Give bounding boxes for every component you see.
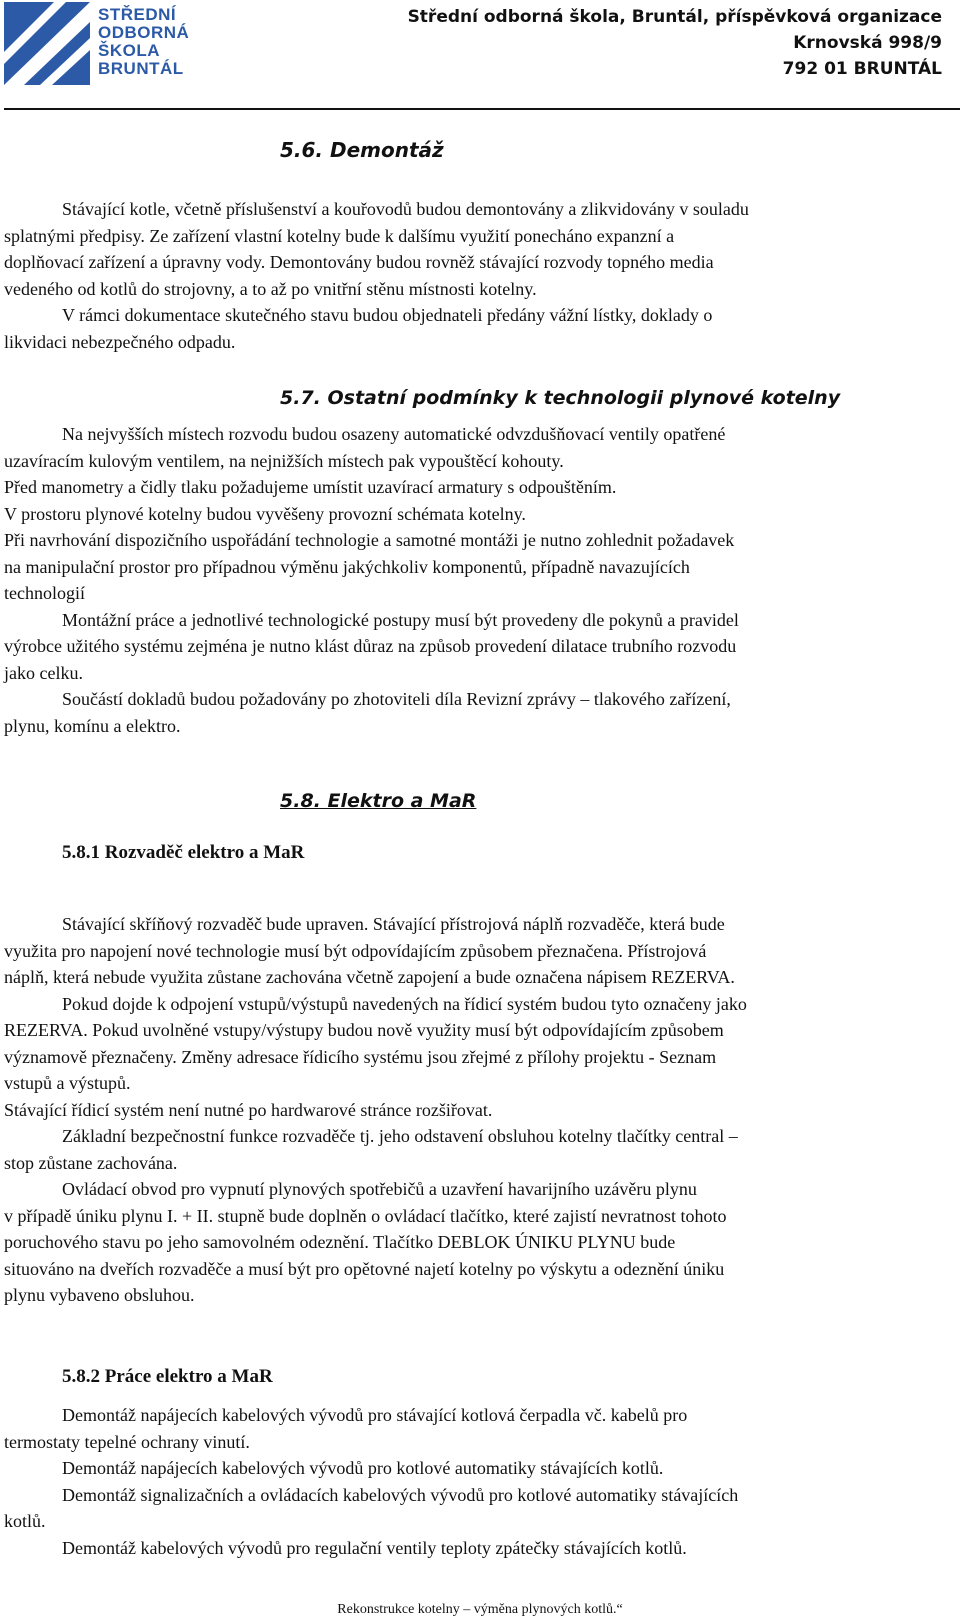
subsection-heading-5-8-2: 5.8.2 Práce elektro a MaR <box>62 1366 273 1387</box>
text-line: Stávající skříňový rozvaděč bude upraven. Stávající přístrojová náplň rozvaděče, která bude <box>62 914 725 934</box>
section-heading-text: 5.8. Elektro a MaR <box>280 790 477 812</box>
subsection-heading-5-8-1: 5.8.1 Rozvaděč elektro a MaR <box>62 842 305 863</box>
text-line: Na nejvyšších místech rozvodu budou osazeny automatické odvzdušňovací ventily opatřené <box>62 424 726 444</box>
text-line: REZERVA. Pokud uvolněné vstupy/výstupy budou nově využity musí být odpovídajícím způsobem <box>4 1020 724 1040</box>
text-line: využita pro napojení nové technologie musí být odpovídajícím způsobem přeznačena. Přístrojová <box>4 940 707 961</box>
school-logo-icon <box>4 2 90 85</box>
text-line: poruchového stavu po jeho samovolném odeznění. Tlačítko DEBLOK ÚNIKU PLYNU bude <box>4 1232 676 1252</box>
school-logo <box>4 2 90 85</box>
text-line: likvidaci nebezpečného odpadu. <box>4 331 236 352</box>
section-heading-5-6: 5.6. Demontáž <box>280 138 444 162</box>
logo-line: STŘEDNÍ <box>98 5 177 24</box>
text-line: Součástí dokladů budou požadovány po zhotoviteli díla Revizní zprávy – tlakového zařízení, <box>62 689 731 709</box>
text-line: Stávající kotle, včetně příslušenství a kouřovodů budou demontovány a zlikvidovány v souladu <box>62 199 749 219</box>
text-line: situováno na dveřích rozvaděče a musí být pro opětovné najetí kotelny po výskytu a odeznění úniku <box>4 1258 725 1279</box>
text-line: Stávající řídicí systém není nutné po hardwarové stránce rozšiřovat. <box>4 1099 493 1120</box>
section-5-7-body <box>4 421 948 739</box>
text-line: Demontáž napájecích kabelových vývodů pro kotlové automatiky stávajících kotlů. <box>62 1458 664 1478</box>
text-line: Demontáž napájecích kabelových vývodů pro stávající kotlová čerpadla vč. kabelů pro <box>62 1405 688 1425</box>
page-footer: Rekonstrukce kotelny – výměna plynových kotlů.“ <box>337 1602 623 1617</box>
text-line: vedeného od kotlů do strojovny, a to až po vnitřní stěnu místnosti kotelny. <box>4 278 537 299</box>
text-line: termostaty tepelné ochrany vinutí. <box>4 1431 250 1452</box>
header-divider <box>4 108 960 110</box>
text-line: Demontáž kabelových vývodů pro regulační ventily teploty zpátečky stávajících kotlů. <box>62 1537 687 1558</box>
text-line: jako celku. <box>4 662 83 683</box>
section-heading-5-8 <box>280 790 476 812</box>
section-heading-5-7: 5.7. Ostatní podmínky k technologii plynové kotelny <box>280 387 841 409</box>
text-line: Základní bezpečnostní funkce rozvaděče tj. jeho odstavení obsluhou kotelny tlačítky central – <box>62 1126 738 1146</box>
text-line: Montážní práce a jednotlivé technologické postupy musí být provedeny dle pokynů a pravidel <box>62 609 739 630</box>
text-line: plynu vybaveno obsluhou. <box>4 1285 195 1305</box>
section-5-8-1-body <box>4 911 948 1309</box>
organization-address <box>408 4 942 82</box>
text-line: V prostoru plynové kotelny budou vyvěšeny provozní schémata kotelny. <box>4 503 526 524</box>
logo-line: ŠKOLA <box>98 41 160 60</box>
section-5-6-body <box>4 196 948 355</box>
text-line: náplň, která nebude využita zůstane zachována včetně zapojení a bude označena nápisem REZERVA. <box>4 967 735 987</box>
text-line: výrobce užitého systému zejména je nutno klást důraz na způsob provedení dilatace trubního rozvodu <box>4 636 737 656</box>
logo-wordmark <box>98 6 228 78</box>
text-line: technologií <box>4 583 85 603</box>
text-line: kotlů. <box>4 1511 46 1531</box>
text-line: významově přeznačeny. Změny adresace řídicího systému jsou zřejmé z přílohy projektu - Seznam <box>4 1046 717 1067</box>
text-line: Ovládací obvod pro vypnutí plynových spotřebičů a uzavření havarijního uzávěru plynu <box>62 1179 697 1199</box>
text-line: v případě úniku plynu I. + II. stupně bude doplněn o ovládací tlačítko, které zajistí nevratnost tohoto <box>4 1205 727 1226</box>
text-line: V rámci dokumentace skutečného stavu budou objednateli předány vážní lístky, doklady o <box>62 305 713 325</box>
text-line: vstupů a výstupů. <box>4 1073 131 1093</box>
text-line: plynu, komínu a elektro. <box>4 715 181 736</box>
text-line: splatnými předpisy. Ze zařízení vlastní kotelny bude k dalšímu využití ponecháno expanzní a <box>4 225 675 246</box>
text-line: uzavíracím kulovým ventilem, na nejnižších místech pak vypouštěcí kohouty. <box>4 450 564 471</box>
section-5-8-2-body <box>4 1402 948 1561</box>
text-line: na manipulační prostor pro případnou výměnu jakýchkoliv komponentů, případně navazujících <box>4 556 690 577</box>
logo-line: ODBORNÁ <box>98 23 190 42</box>
org-city: 792 01 BRUNTÁL <box>782 59 942 79</box>
text-line: Při navrhování dispozičního uspořádání technologie a samotné montáži je nutno zohlednit požadavek <box>4 530 735 550</box>
text-line: Před manometry a čidly tlaku požadujeme umístit uzavírací armatury s odpouštěním. <box>4 477 617 497</box>
org-name: Střední odborná škola, Bruntál, příspěvková organizace <box>407 7 942 27</box>
text-line: Demontáž signalizačních a ovládacích kabelových vývodů pro kotlové automatiky stávajících <box>62 1484 739 1505</box>
org-street: Krnovská 998/9 <box>793 33 942 53</box>
text-line: stop zůstane zachována. <box>4 1152 178 1173</box>
text-line: doplňovací zařízení a úpravny vody. Demontovány budou rovněž stávající rozvody topného media <box>4 252 714 272</box>
logo-line: BRUNTÁL <box>98 59 184 78</box>
text-line: Pokud dojde k odpojení vstupů/výstupů navedených na řídicí systém budou tyto označeny jako <box>62 993 747 1014</box>
